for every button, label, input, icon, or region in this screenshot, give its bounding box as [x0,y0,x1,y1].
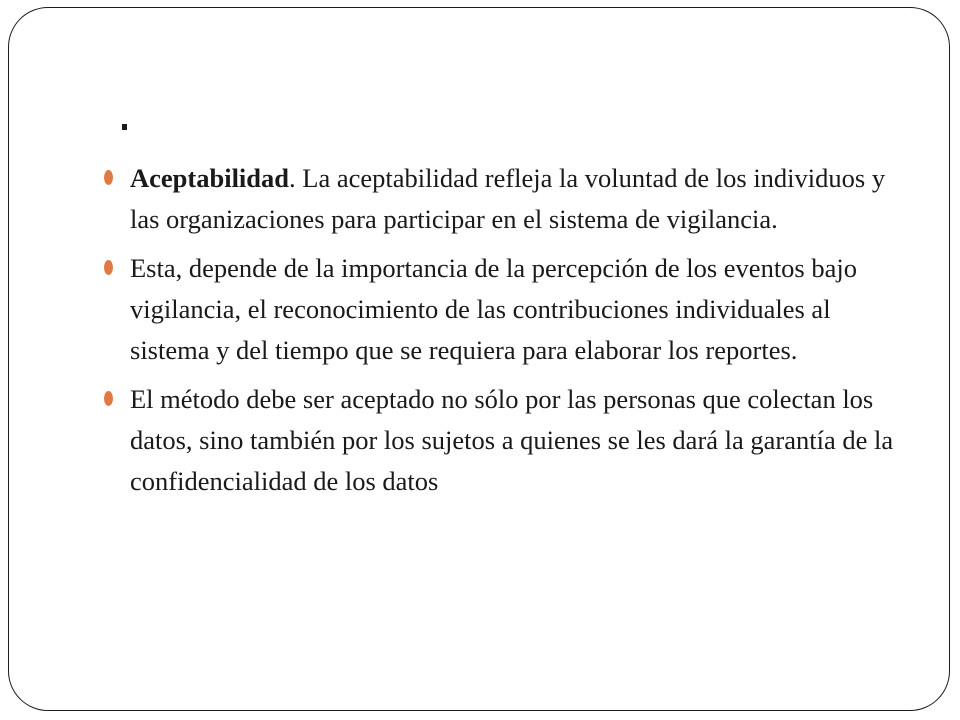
bullet-item-aceptabilidad [104,158,904,240]
bullet-text: . La aceptabilidad refleja la voluntad de los individuos y las organizaciones para participar en el sistema de vigilancia. [130,163,886,234]
bullet-item-esta [104,248,904,371]
bullet-term: Aceptabilidad [130,163,290,193]
orange-bullet-icon [104,260,113,275]
slide-content [104,158,904,510]
orange-bullet-icon [104,391,113,406]
heading-dot-marker [122,124,127,130]
bullet-item-metodo [104,379,904,502]
orange-bullet-icon [104,170,113,185]
bullet-text: Esta, depende de la importancia de la percepción de los eventos bajo vigilancia, el reconocimiento de las contribuciones individuales al sistema y del tiempo que se requiera para elaborar los reportes. [130,253,857,365]
bullet-text: El método debe ser aceptado no sólo por las personas que colectan los datos, sino también por los sujetos a quienes se les dará la garantía de la confidencialidad de los datos [130,384,894,496]
